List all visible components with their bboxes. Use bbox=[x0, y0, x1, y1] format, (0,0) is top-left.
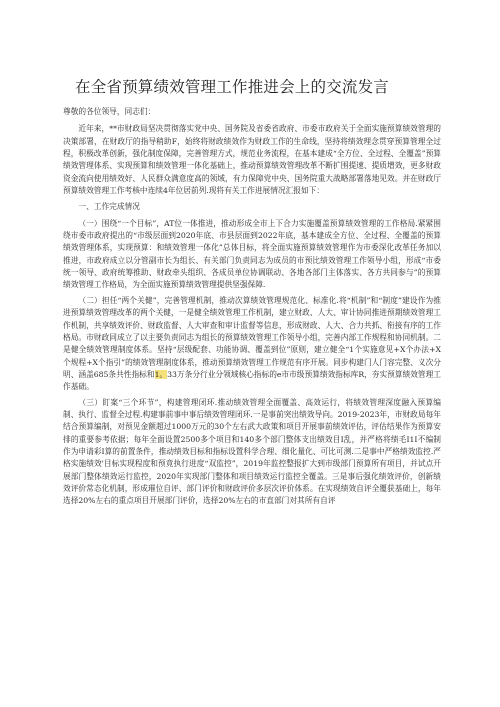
highlighted-text: 1。 bbox=[154, 369, 168, 379]
paragraph-two-text-end: 33万条分行业分领域核心指标的e市市级预算绩效指标库R，夯实预算绩效管理工作基础。 bbox=[63, 369, 441, 392]
document-body bbox=[63, 106, 441, 508]
paragraph-two-text: （二）担任“两个关健”，完善管理机制，推动次算绩效管理规范化、标准化.将“机制”和“制度”建设作为推进预算绩效管理改革的两个关健，一是健全绩效管理工作机制，建立财政、人大、审计协同推进预期绩效管理工作机制，共享绩效评价、财政监督、人大审查和审计监督等信息，形成财政、人大、合力共抓、衔接有序的工作格局。市财政同成立了以主要负责同志为组长的预算绩效管理工作领导小组，完善内部工作规程和协同机制。二是健全绩效管理制度体系。坚持“层级配套、功能协调、覆盖到位”原则，建立健全“1个实施意见+X个办法+X个规程+X个指引”的绩效管理制度体系，推动预算绩效管理工作规范有序开展。同步构建门人门容完整、义次分明、涵盖685条共性指标和 bbox=[63, 295, 441, 379]
section-heading: 一、工作完成情况 bbox=[78, 202, 140, 212]
paragraph-three: （三）盯案“三个环节”，构建管理闭环.推动绩效管理全面覆盖、高效运行，将绩效管理深度融入预算编制、执行、监督全过程.构建事前事中事后绩效管理闭环.一是事前突出绩效导向。2019-2023年，市财政局每年结合预算编制，对预见金额超过1000万元的30个左右武大政策和项目开展事前绩效评估，评估结果作为预算安排的重要参考依据；每年全面设置2500多个项目和140多个部门整体支出绩效目I乱，并严格将绩毛I1I不编制作为申请彩I算的前置条件，推动绩效目标和指标设置科学合理、细化量化、可比可测.二是事中严格绩效监控.严格实施绩效'目标实现程度和预竟执行进度“双监控”，2019年监控整报扩大到市级部门预算所有项目，并试点开展部门整体绩效运行监控，2020年实现部门整体和项目绩效运行监控全覆盖。三是事后强化绩效评价，创新绩效评价常态化机制，形成璀位自评、部门评价和财政评价多层次评价体系。在实现绩效自评全覆获基础上，每年选择20%左右的重点项目开展部门评价，选择20%左右的市直部门对其所有自评 bbox=[63, 397, 441, 506]
intro-paragraph: 近年来，**市财政局坚决贯彻落实党中央、国务院及省委省政府、市委市政府关于全面实施预算绩效管理的决策部署，在财政厅的指导稍助F，始终将财政绩效作为财政工作的生命线，坚持将绩效理念贯穿预算管理全过程，积极改革创新，强化制度保障，完善管理方式，规范业务流程，在基本建成“全方位、全过程、全覆盖”预算绩效管理体系、实现预算和绩效管理一体化基础上，推动预算绩效管理改革不断扩围提速、提质增效，更多财政资金流向使用绩效好、人民群众满意度高的领域，有力保障党中央、国务院重大战略部署落地见效。并在财政厅预算绩效管理工作考核中连续4年位居前列.现将有关工作进展情况汇报如下： bbox=[63, 124, 441, 196]
document-title: 在全省预算绩效管理工作推进会上的交流发言 bbox=[75, 78, 390, 96]
paragraph-one: （一）围绕“一个目标”，AT位一体推进，推动形成全市上下合力实施覆盖预算绩效管理的工作格局.紧紧围绕市委市政府提出的“市级层面到2020年底、市县层面到2022年底，基本建成全方位、全过程、全覆盖的预算绩效管理体系，实现预算：和绩效管理一体化”总体目标，将全面实施预算绩效管理作为市委深化改革任务加以推进，市政府成立以分管副市长为组长、有关部门负责同志为成员的市预比绩效管理工作领导小组，形成“市委统一领导、政府统筹推助、财政牵头组织、各成员单位协调联动、各地各部门主体落实、各方共同参与”的预算绩效管理工作格局，为全面实施预算绩效管理提供坚强保障. bbox=[63, 218, 441, 290]
paragraph-two bbox=[63, 295, 441, 394]
salutation: 尊敬的各位领导，同志们： bbox=[63, 107, 156, 116]
